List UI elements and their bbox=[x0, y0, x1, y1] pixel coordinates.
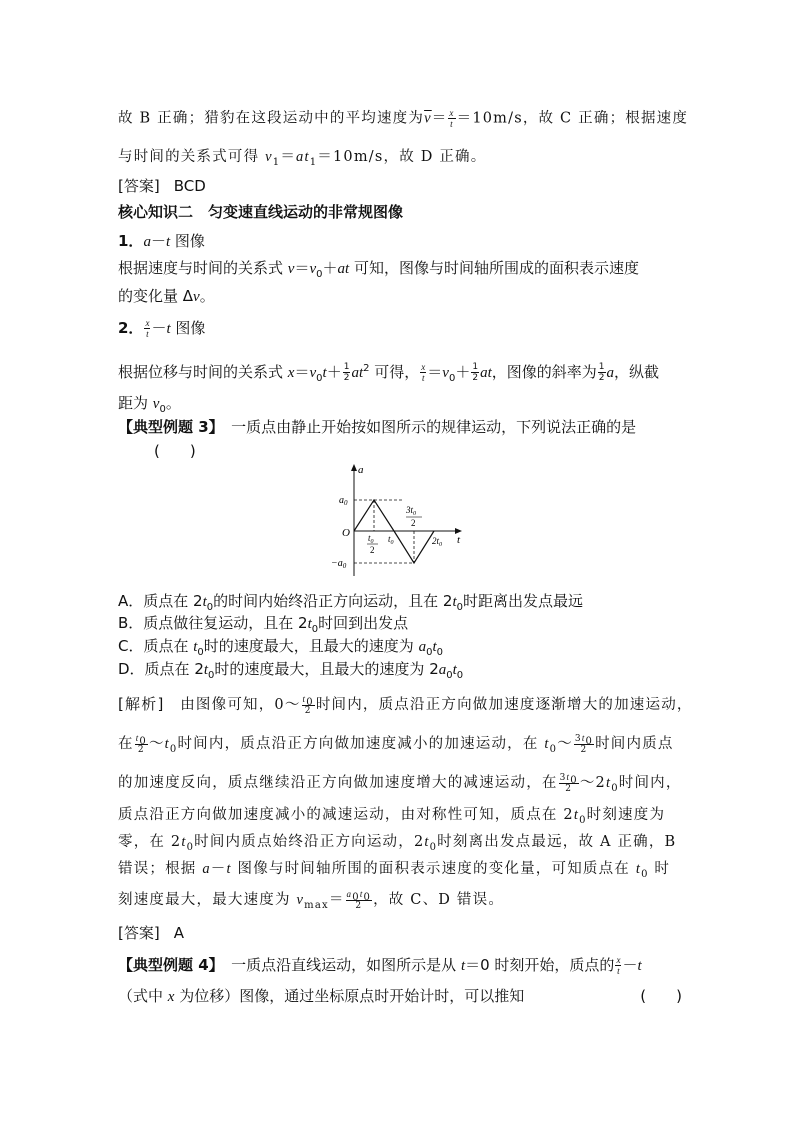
text: 2 bbox=[565, 784, 573, 794]
text: t bbox=[573, 807, 580, 823]
text: 的变化量 Δ bbox=[118, 287, 194, 305]
text: 在 bbox=[118, 736, 134, 752]
text: 。 bbox=[165, 394, 181, 412]
text: ～2 bbox=[579, 775, 606, 791]
text: ＝ bbox=[427, 363, 443, 381]
analysis-2-line-2 bbox=[118, 733, 682, 755]
text: ，故 C、D 错误。 bbox=[373, 892, 505, 908]
text: 0 bbox=[579, 814, 587, 826]
text: 图像 bbox=[170, 319, 206, 337]
text: t bbox=[566, 772, 571, 782]
fraction-one-half bbox=[598, 362, 606, 383]
text: 距为 bbox=[118, 394, 153, 412]
paragraph-2-line-1 bbox=[118, 362, 682, 383]
text: 。 bbox=[199, 287, 215, 305]
text: 时刻离出发点最远，故 A 正确，B bbox=[437, 834, 677, 850]
text: 1 bbox=[598, 362, 605, 372]
fraction-one-half bbox=[343, 362, 351, 383]
option-c bbox=[118, 637, 682, 656]
text: 0 bbox=[641, 868, 649, 880]
text: t bbox=[146, 329, 149, 339]
text: 时间内，质点沿正方向做加速度逐渐增大的加速运动， bbox=[315, 697, 693, 713]
text: 0 bbox=[139, 735, 147, 747]
text: 1． bbox=[118, 232, 144, 250]
fraction-a0t0-over-2 bbox=[346, 889, 373, 911]
text: 0 bbox=[439, 542, 443, 548]
paragraph-1-line-1 bbox=[118, 259, 682, 278]
text: 2 bbox=[363, 363, 370, 374]
example-label: 【典型例题 3】 bbox=[118, 418, 217, 436]
text: ＋ bbox=[322, 259, 338, 277]
text: ～ bbox=[557, 736, 573, 752]
answer-value: BCD bbox=[173, 177, 206, 195]
text: t bbox=[637, 958, 642, 974]
text: 0 bbox=[413, 511, 417, 517]
text: x bbox=[421, 362, 426, 372]
text: 1 bbox=[472, 362, 479, 372]
text: v bbox=[193, 289, 200, 305]
text: t bbox=[302, 694, 307, 704]
half-t0-num bbox=[368, 533, 374, 545]
text: 0 bbox=[311, 624, 319, 635]
text: A．质点在 2 bbox=[118, 592, 203, 610]
two-t0-label bbox=[432, 536, 442, 548]
paragraph-2-line-2 bbox=[118, 394, 682, 413]
text: t bbox=[452, 662, 457, 678]
text: 0 bbox=[206, 602, 214, 613]
analysis-2-line-5 bbox=[118, 833, 682, 851]
text: （式中 bbox=[118, 987, 168, 1005]
text: 1 bbox=[343, 362, 350, 372]
text: 2 bbox=[472, 373, 479, 383]
text: v bbox=[442, 365, 449, 381]
text: v bbox=[265, 149, 273, 165]
text: 0 bbox=[390, 540, 394, 546]
text: t bbox=[452, 594, 457, 610]
text: at bbox=[296, 149, 310, 165]
text: x bbox=[449, 108, 455, 118]
text: a bbox=[339, 495, 344, 506]
neg-a0-label bbox=[331, 558, 347, 570]
text: 时距离出发点最远 bbox=[463, 592, 584, 610]
text: at bbox=[480, 365, 492, 381]
three-half-t0-den: 2 bbox=[411, 518, 416, 528]
text: 时刻速度为 bbox=[586, 807, 666, 823]
a-t-graph-svg bbox=[326, 464, 466, 582]
text: 零，在 2 bbox=[118, 834, 182, 850]
text: ＝10m/s，故 C 正确；根据速度 bbox=[456, 110, 689, 127]
text: 时间内质点始终沿正方向运动，2 bbox=[194, 834, 425, 850]
answer-1 bbox=[118, 177, 682, 195]
section-title: 核心知识二 匀变速直线运动的非常规图像 bbox=[118, 203, 404, 221]
text: t bbox=[359, 889, 364, 899]
origin-label: O bbox=[342, 527, 350, 539]
text: 0 bbox=[344, 499, 348, 507]
text: 图像与时间轴所围的面积表示速度的变化量，可知质点在 bbox=[231, 861, 636, 877]
y-axis-arrow bbox=[351, 464, 357, 471]
analysis-2-line-6 bbox=[118, 860, 682, 878]
text: v bbox=[296, 892, 305, 908]
text: 0 bbox=[186, 841, 195, 853]
text: ，纵截 bbox=[614, 363, 660, 381]
text: C．质点在 bbox=[118, 637, 194, 655]
text: t bbox=[605, 775, 612, 791]
text: ，图像的斜率为 bbox=[491, 363, 597, 381]
item-2-heading bbox=[118, 318, 682, 339]
text: ＝ bbox=[328, 892, 345, 908]
text: 0 bbox=[611, 782, 619, 794]
a0-label bbox=[339, 495, 348, 507]
analysis-2-line-1 bbox=[118, 694, 693, 716]
text: a bbox=[438, 662, 447, 678]
text: t bbox=[165, 234, 171, 250]
text: 一质点由静止开始按如图所示的规律运动，下列说法正确的是 bbox=[216, 418, 637, 436]
text: 由图像可知，0～ bbox=[164, 697, 301, 713]
text: 0 bbox=[456, 670, 464, 681]
text: 的加速度反向，质点继续沿正方向做加速度增大的减速运动，在 bbox=[118, 775, 558, 791]
example-4-line-2 bbox=[118, 987, 682, 1006]
text: x bbox=[616, 955, 621, 965]
text: at bbox=[337, 261, 350, 277]
text: t bbox=[226, 861, 232, 877]
text: 3t bbox=[406, 505, 414, 515]
text: t bbox=[202, 594, 207, 610]
text: 3 bbox=[559, 773, 567, 783]
y-axis-label: a bbox=[358, 464, 364, 476]
text: ＋ bbox=[326, 363, 342, 381]
text: 1 bbox=[272, 156, 281, 168]
text: t bbox=[322, 365, 327, 381]
x-axis-label: t bbox=[457, 534, 461, 546]
text: D．质点在 2 bbox=[118, 660, 204, 678]
text: 1 bbox=[309, 156, 318, 168]
text: v bbox=[309, 261, 317, 277]
paragraph-1-line-2 bbox=[118, 287, 682, 306]
text: 图像 bbox=[170, 232, 205, 250]
text: t bbox=[422, 373, 425, 383]
text: 时间内，质点沿正方向做加速度减小的加速运动，在 bbox=[177, 736, 545, 752]
a-t-graph bbox=[326, 464, 466, 582]
text: 3 bbox=[574, 734, 582, 744]
text: t bbox=[181, 834, 187, 850]
text: 0 bbox=[208, 670, 215, 681]
text: 时间内质点 bbox=[595, 736, 674, 752]
text: ＝ bbox=[280, 149, 297, 165]
text: 0 bbox=[316, 269, 323, 280]
text: 可知，图像与时间轴所围成的面积表示速度 bbox=[349, 259, 639, 277]
text: t bbox=[450, 119, 454, 129]
answer-2 bbox=[118, 924, 682, 942]
text: ＝0 时刻开始，质点的 bbox=[465, 956, 615, 974]
text: max bbox=[304, 899, 329, 911]
text: － bbox=[151, 319, 167, 337]
text: a bbox=[346, 889, 353, 899]
option-d bbox=[118, 660, 682, 679]
text: ＋ bbox=[455, 363, 471, 381]
text: 为位移）图像，通过坐标原点时开始计时，可以推知 bbox=[174, 987, 525, 1005]
text: 根据位移与时间的关系式 bbox=[118, 363, 288, 381]
fraction-t0-over-2 bbox=[302, 694, 315, 716]
option-a bbox=[118, 592, 682, 611]
text: 2 bbox=[343, 373, 350, 383]
text: 0 bbox=[549, 743, 558, 755]
text: － bbox=[622, 956, 638, 974]
text: x bbox=[145, 318, 150, 328]
text: 2． bbox=[118, 319, 144, 337]
text: v bbox=[309, 365, 317, 381]
text: 一质点沿直线运动，如图所示是从 bbox=[216, 956, 461, 974]
text: 时间内， bbox=[618, 775, 682, 791]
example-label: 【典型例题 4】 bbox=[118, 956, 217, 974]
text: 2 bbox=[580, 745, 588, 755]
text: － bbox=[150, 232, 166, 250]
text: 0 bbox=[585, 735, 594, 747]
text: 0 bbox=[197, 647, 204, 658]
text: 2 bbox=[355, 901, 363, 911]
text: x bbox=[287, 365, 295, 381]
analysis-2-line-4 bbox=[118, 806, 682, 824]
text: 时回到出发点 bbox=[318, 614, 409, 632]
text: −a bbox=[331, 558, 343, 569]
text: at bbox=[351, 365, 364, 381]
text: 0 bbox=[363, 891, 372, 903]
fraction-one-half bbox=[471, 362, 479, 383]
text: t bbox=[617, 966, 620, 976]
text: t bbox=[164, 736, 170, 752]
analysis-line-1 bbox=[118, 108, 689, 129]
text: 0 bbox=[316, 373, 323, 384]
text: 0 bbox=[446, 670, 453, 681]
half-t0-den: 2 bbox=[370, 545, 375, 555]
fraction-t0-over-2 bbox=[135, 733, 148, 755]
text: 与时间的关系式可得 bbox=[118, 149, 266, 165]
text: B．质点做往复运动，且在 2 bbox=[118, 614, 308, 632]
text: x bbox=[167, 989, 175, 1005]
option-b bbox=[118, 614, 682, 633]
fraction-x-over-t bbox=[615, 955, 621, 976]
text: 2 bbox=[598, 373, 605, 383]
text: 0 bbox=[352, 891, 360, 903]
answer-paren: ( ) bbox=[640, 987, 682, 1005]
text: a bbox=[202, 861, 211, 877]
text: － bbox=[210, 861, 227, 877]
text: 0 bbox=[426, 647, 433, 658]
text: t bbox=[581, 733, 586, 743]
text: a bbox=[143, 234, 151, 250]
text: 0 bbox=[169, 743, 178, 755]
text: ＝10m/s，故 D 正确。 bbox=[317, 149, 487, 165]
text: 故 B 正确；猎豹在这段运动中的平均速度为 bbox=[118, 110, 425, 127]
text: t bbox=[388, 534, 391, 544]
fraction-x-over-t bbox=[448, 108, 455, 129]
text: 可得， bbox=[369, 363, 420, 381]
analysis-label: [解析] bbox=[118, 695, 165, 713]
text: 0 bbox=[429, 841, 438, 853]
text: t bbox=[635, 861, 642, 877]
text: ＝ bbox=[294, 259, 310, 277]
text: 的时间内始终沿正方向运动，且在 2 bbox=[213, 592, 453, 610]
text: 0 bbox=[342, 562, 347, 570]
text: 时 bbox=[648, 861, 671, 877]
example-4-line-1 bbox=[118, 955, 682, 976]
fraction-3t0-over-2 bbox=[574, 733, 594, 755]
text: 2t bbox=[432, 536, 440, 546]
analysis-2-line-7 bbox=[118, 889, 682, 911]
text: t bbox=[203, 662, 209, 678]
text: 刻速度最大，最大速度为 bbox=[118, 892, 297, 908]
text: ～ bbox=[148, 736, 165, 752]
fraction-x-over-t bbox=[144, 318, 150, 339]
text: 0 bbox=[570, 774, 578, 786]
text: ＝ bbox=[431, 110, 448, 127]
text: 错误；根据 bbox=[118, 861, 203, 877]
example-3-paren: ( ) bbox=[154, 442, 196, 460]
text: t bbox=[368, 533, 371, 543]
text: t bbox=[424, 834, 430, 850]
text: 0 bbox=[370, 539, 374, 545]
text: ＝ bbox=[294, 363, 310, 381]
analysis-2-line-3 bbox=[118, 772, 682, 794]
t0-label bbox=[388, 534, 394, 546]
answer-label: [答案] bbox=[118, 924, 160, 942]
text: 根据速度与时间的关系式 bbox=[118, 259, 288, 277]
text: t bbox=[460, 958, 466, 974]
analysis-line-2 bbox=[118, 148, 682, 166]
answer-label: [答案] bbox=[118, 177, 160, 195]
text: 0 bbox=[306, 696, 314, 708]
text: 时的速度最大，且最大的速度为 bbox=[203, 637, 419, 655]
text: t bbox=[307, 616, 312, 632]
fraction-3t0-over-2 bbox=[559, 772, 579, 794]
item-1-heading bbox=[118, 232, 682, 251]
fraction-x-over-t bbox=[420, 362, 426, 383]
text: v bbox=[287, 261, 295, 277]
text: a bbox=[418, 639, 427, 655]
average-velocity-symbol: $\overline{v}$ bbox=[424, 110, 432, 127]
example-3-title bbox=[118, 418, 682, 436]
text: a bbox=[606, 365, 614, 381]
text: t bbox=[135, 733, 140, 743]
text: t bbox=[193, 639, 198, 655]
text: 2 bbox=[304, 706, 312, 716]
answer-value: A bbox=[173, 924, 184, 942]
text: 时的速度最大，且最大的速度为 2 bbox=[214, 660, 439, 678]
text: t bbox=[166, 321, 171, 337]
three-half-t0-num bbox=[405, 505, 416, 517]
text: 2 bbox=[137, 745, 145, 755]
text: 质点沿正方向做加速度减小的减速运动，由对称性可知，质点在 2 bbox=[118, 807, 574, 823]
text: 0 bbox=[448, 373, 456, 384]
text: t bbox=[544, 736, 550, 752]
text: 0 bbox=[456, 602, 463, 613]
text: 0 bbox=[159, 404, 166, 415]
text: t bbox=[432, 639, 437, 655]
text: v bbox=[152, 396, 160, 412]
text: 0 bbox=[436, 647, 443, 658]
